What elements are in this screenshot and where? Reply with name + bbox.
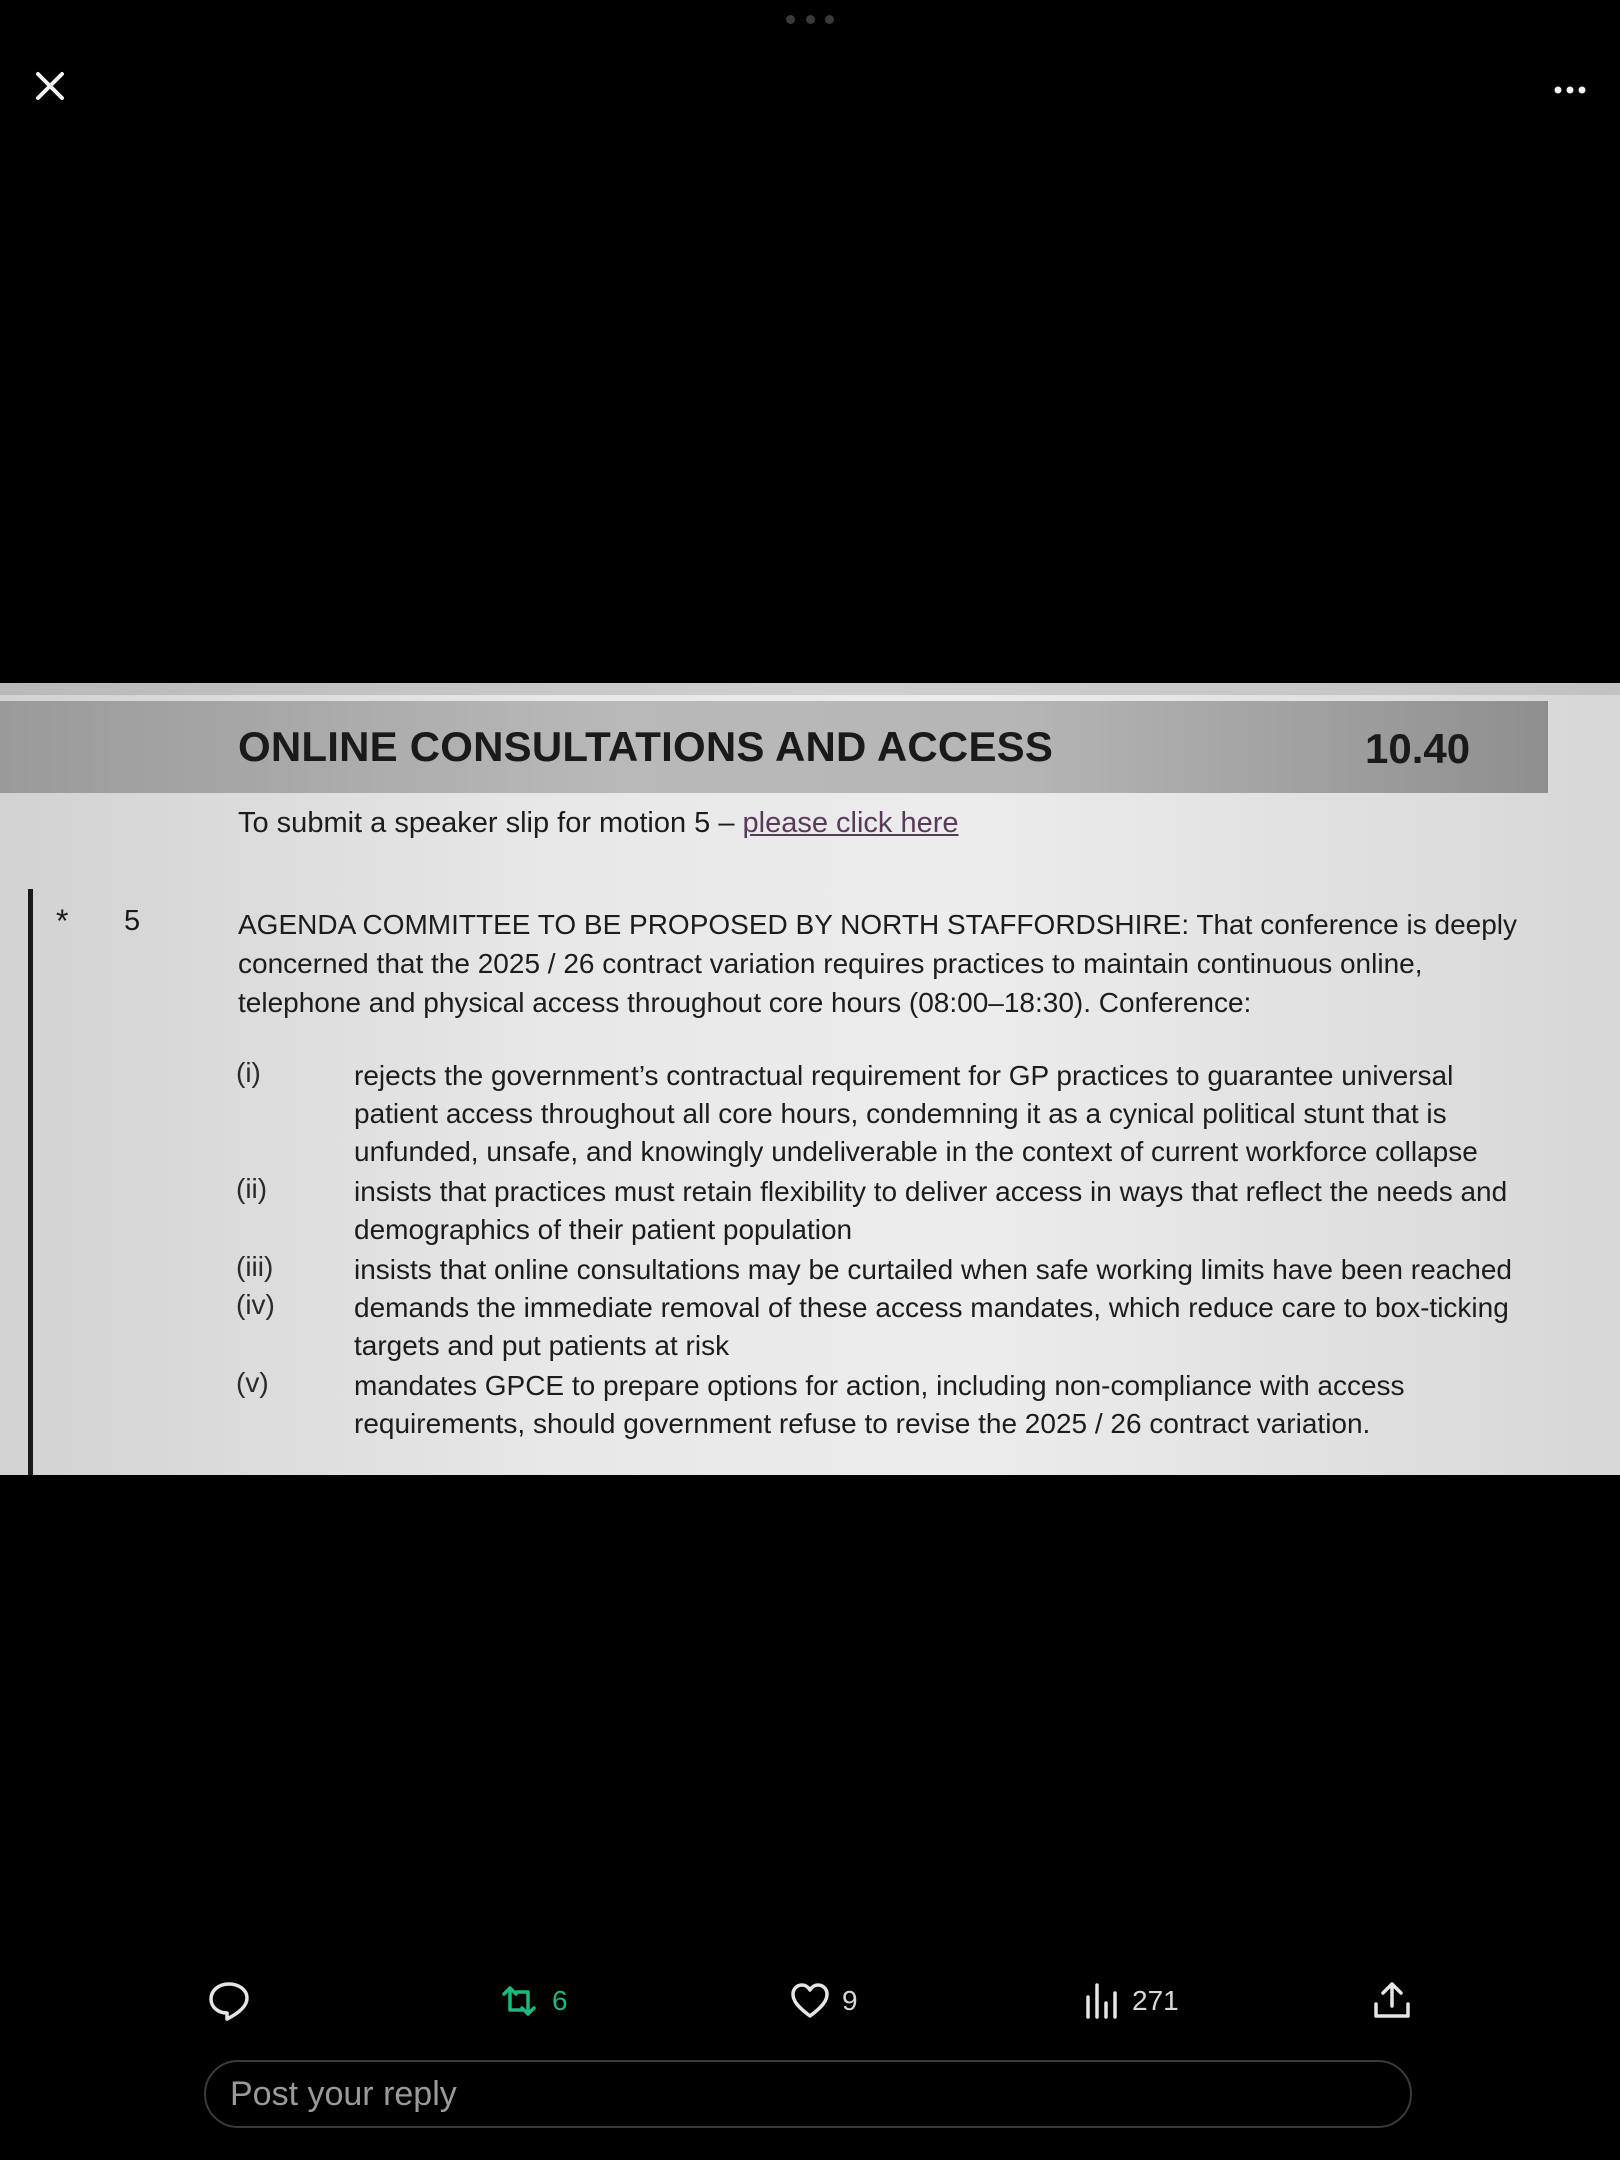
share-button[interactable]: [1370, 1976, 1414, 2026]
retweet-count: 6: [552, 1985, 568, 2016]
views-button[interactable]: [1082, 1976, 1179, 2026]
item-text: insists that practices must retain flexibility to deliver access in ways that reflect the needs and demographics of their patient population: [354, 1176, 1508, 1245]
item-text: rejects the government’s contractual requirement for GP practices to guarantee universal patient access throughout all core hours, condemning it as a cynical political stunt that is unfunded, unsafe, and knowingly undeliverable in the context of current workforce collapse: [354, 1060, 1478, 1167]
retweet-icon: [496, 1978, 542, 2024]
heart-icon: [788, 1979, 832, 2023]
reply-input[interactable]: [228, 2074, 1410, 2115]
item-number: (i): [236, 1057, 261, 1088]
document-photo[interactable]: [0, 683, 1620, 1475]
more-horizontal-icon: [1550, 72, 1590, 112]
drag-handle[interactable]: [786, 12, 834, 26]
item-number: (iv): [236, 1289, 275, 1320]
motion-asterisk: *: [56, 903, 69, 939]
motion-intro: AGENDA COMMITTEE TO BE PROPOSED BY NORTH STAFFORDSHIRE: That conference is deeply concerned that the 2025 / 26 contract variation requires practices to maintain continuous online, telephone and physical access throughout core hours (08:00–18:30). Conference:: [238, 909, 1518, 1018]
motion-number: 5: [124, 905, 141, 937]
margin-bar: [28, 889, 33, 1475]
item-number: (v): [236, 1367, 269, 1398]
photo-edge: [0, 683, 1620, 695]
item-text: demands the immediate removal of these access mandates, which reduce care to box-ticking targets and put patients at risk: [354, 1292, 1509, 1361]
item-text: mandates GPCE to prepare options for action, including non-compliance with access requirements, should government refuse to revise the 2025 / 26 contract variation.: [354, 1370, 1405, 1439]
close-icon: [28, 64, 72, 108]
close-button[interactable]: [28, 64, 72, 108]
speaker-slip-text: To submit a speaker slip for motion 5 –: [238, 807, 743, 839]
like-count: 9: [842, 1985, 858, 2016]
reply-box[interactable]: [204, 2060, 1412, 2128]
speaker-slip-line: [238, 807, 959, 840]
speaker-slip-link: please click here: [742, 807, 959, 839]
more-options-button[interactable]: [1550, 72, 1590, 112]
retweet-button[interactable]: [496, 1976, 568, 2026]
views-count: 271: [1132, 1985, 1179, 2016]
reply-button[interactable]: [206, 1976, 252, 2026]
item-number: (ii): [236, 1173, 268, 1204]
item-number: (iii): [236, 1251, 274, 1282]
share-icon: [1370, 1978, 1414, 2024]
views-icon: [1082, 1979, 1122, 2023]
document-title: ONLINE CONSULTATIONS AND ACCESS: [238, 723, 1054, 770]
item-text: insists that online consultations may be curtailed when safe working limits have been reached: [354, 1254, 1512, 1285]
document-time: 10.40: [1365, 725, 1471, 772]
action-bar: [200, 1976, 1420, 2026]
like-button[interactable]: [788, 1976, 858, 2026]
reply-icon: [206, 1978, 252, 2024]
